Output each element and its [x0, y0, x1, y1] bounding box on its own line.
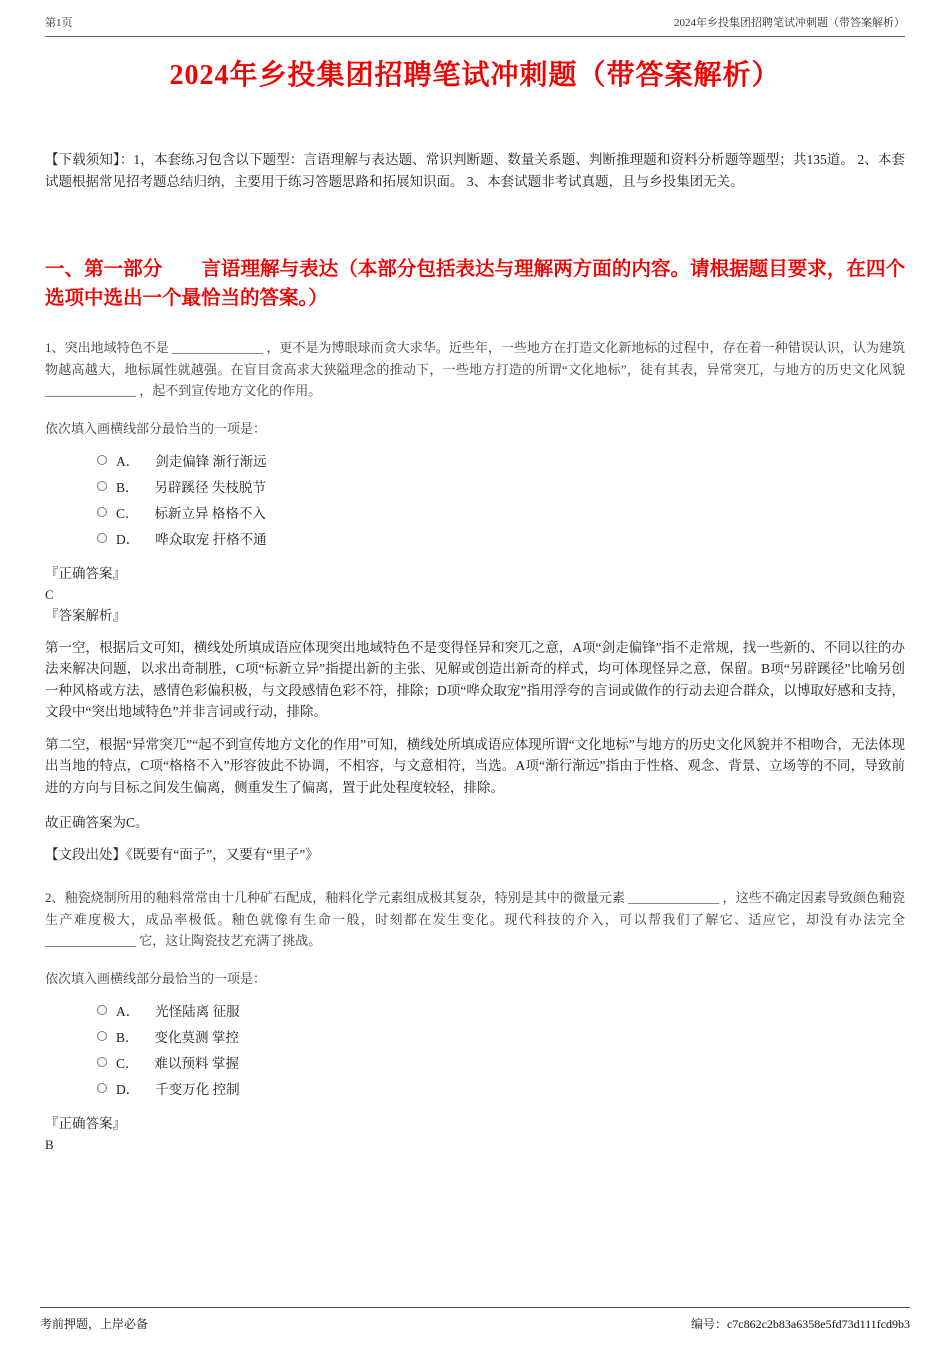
- option-text: 变化莫测 掌控: [154, 1029, 239, 1045]
- option-row-b[interactable]: [97, 1023, 905, 1049]
- conclusion-text: 故正确答案为C。: [45, 815, 149, 830]
- answer-label: 『正确答案』: [45, 1115, 126, 1131]
- option-text: 难以预料 掌握: [154, 1055, 239, 1071]
- radio-icon[interactable]: [97, 1031, 107, 1041]
- option-row-d[interactable]: [97, 525, 905, 551]
- radio-icon[interactable]: [97, 455, 107, 465]
- question-block-1: [45, 337, 905, 863]
- answer-value: C: [45, 586, 54, 602]
- option-row-c[interactable]: [97, 1049, 905, 1075]
- radio-icon[interactable]: [97, 507, 107, 517]
- option-text: 标新立异 格格不入: [154, 505, 266, 521]
- analysis-paragraph-1: 第一空，根据后文可知，横线处所填成语应体现突出地域特色不是变得怪异和突兀之意，A项“剑走偏锋”指不走常规，找一些新的、不同以往的办法来解决问题，以求出奇制胜，C项“标新立异”指提出新的主张、见解或创造出新奇的样式，均可体现怪异之意，保留。B项“另辟蹊径”比喻另创一种风格或方法，感情色彩偏积极，与文段感情色彩不符，排除；D项“哗众取宠”指用浮夸的言词或做作的行动去迎合群众，以博取好感和支持，文段中“突出地域特色”并非言词或行动，排除。: [45, 639, 905, 719]
- page-footer: [40, 1307, 910, 1345]
- answer-label: 『正确答案』: [45, 565, 126, 581]
- radio-icon[interactable]: [97, 1083, 107, 1093]
- answer-value: B: [45, 1136, 54, 1152]
- option-letter: D．: [116, 1081, 140, 1097]
- footer-serial-number: 编号：c7c862c2b83a6358e5fd73d111fcd9b3: [690, 1317, 910, 1331]
- option-row-d[interactable]: [97, 1075, 905, 1101]
- option-row-b[interactable]: [97, 473, 905, 499]
- option-letter: C．: [116, 1055, 139, 1071]
- question-block-2: [45, 887, 905, 1155]
- question-stem: 2、釉瓷烧制所用的釉料常常由十几种矿石配成，釉料化学元素组成极其复杂，特别是其中的微量元素 ______________ ，这些不确定因素导致颜色釉瓷生产难度极大，成品率极低。釉色就像有生命一般，时刻都在发生变化。现代科技的介入，可以帮我们了解它、适应它，却没有办法完全 ______________ 它，这让陶瓷技艺充满了挑战。: [45, 890, 905, 948]
- option-letter: B．: [116, 479, 139, 495]
- footer-slogan: 考前押题，上岸必备: [40, 1317, 149, 1331]
- option-text: 剑走偏锋 渐行渐远: [155, 453, 267, 469]
- page-title: 2024年乡投集团招聘笔试冲刺题（带答案解析）: [169, 60, 781, 91]
- radio-icon[interactable]: [97, 1057, 107, 1067]
- question-stem: 1、突出地域特色不是 ______________ ，更不是为博眼球而贪大求华。近些年，一些地方在打造文化新地标的过程中，存在着一种错误认识，认为建筑物越高越大，地标属性就越强。在盲目贪高求大狭隘理念的推动下，一些地方打造的所谓“文化地标”，徒有其表，异常突兀，与地方的历史文化风貌 ______________ ，起不到宣传地方文化的作用。: [45, 340, 905, 398]
- section-heading: 一、第一部分 言语理解与表达（本部分包括表达与理解两方面的内容。请根据题目要求，在四个选项中选出一个最恰当的答案。）: [45, 259, 905, 309]
- option-letter: C．: [116, 505, 139, 521]
- option-row-c[interactable]: [97, 499, 905, 525]
- options-list: [45, 447, 905, 551]
- source-text: 【文段出处】《既要有“面子”，又要有“里子”》: [45, 847, 319, 862]
- option-text: 哗众取宠 扞格不通: [155, 531, 267, 547]
- option-letter: A．: [116, 1003, 140, 1019]
- question-prompt: 依次填入画横线部分最恰当的一项是：: [45, 970, 267, 986]
- header-doc-title: 2024年乡投集团招聘笔试冲刺题（带答案解析）: [674, 17, 905, 29]
- analysis-paragraph-2: 第二空，根据“异常突兀”“起不到宣传地方文化的作用”可知，横线处所填成语应体现所谓“文化地标”与地方的历史文化风貌并不相吻合，无法体现出当地的特点，C项“格格不入”形容彼此不协调，不相容，与文意相符，当选。A项“渐行渐远”指由于性格、观念、背景、立场等的不同，导致前进的方向与目标之间发生偏离，侧重发生了偏离，置于此处程度较轻，排除。: [45, 736, 905, 795]
- options-list: [45, 997, 905, 1101]
- notice-text: 【下载须知】：1，本套练习包含以下题型：言语理解与表达题、常识判断题、数量关系题、判断推理题和资料分析题等题型；共135道。 2、本套试题根据常见招考题总结归纳，主要用于练习答题思路和拓展知识面。 3、本套试题非考试真题，且与乡投集团无关。: [45, 152, 905, 189]
- page-header: [45, 14, 905, 37]
- option-letter: B．: [116, 1029, 139, 1045]
- radio-icon[interactable]: [97, 481, 107, 491]
- radio-icon[interactable]: [97, 1005, 107, 1015]
- question-prompt: 依次填入画横线部分最恰当的一项是：: [45, 420, 267, 436]
- option-row-a[interactable]: [97, 447, 905, 473]
- option-letter: D．: [116, 531, 140, 547]
- option-text: 光怪陆离 征服: [155, 1003, 240, 1019]
- analysis-label: 『答案解析』: [45, 607, 126, 623]
- option-text: 另辟蹊径 失枝脱节: [154, 479, 266, 495]
- option-letter: A．: [116, 453, 140, 469]
- option-row-a[interactable]: [97, 997, 905, 1023]
- radio-icon[interactable]: [97, 533, 107, 543]
- page-number: 第1页: [45, 17, 73, 29]
- option-text: 千变万化 控制: [155, 1081, 240, 1097]
